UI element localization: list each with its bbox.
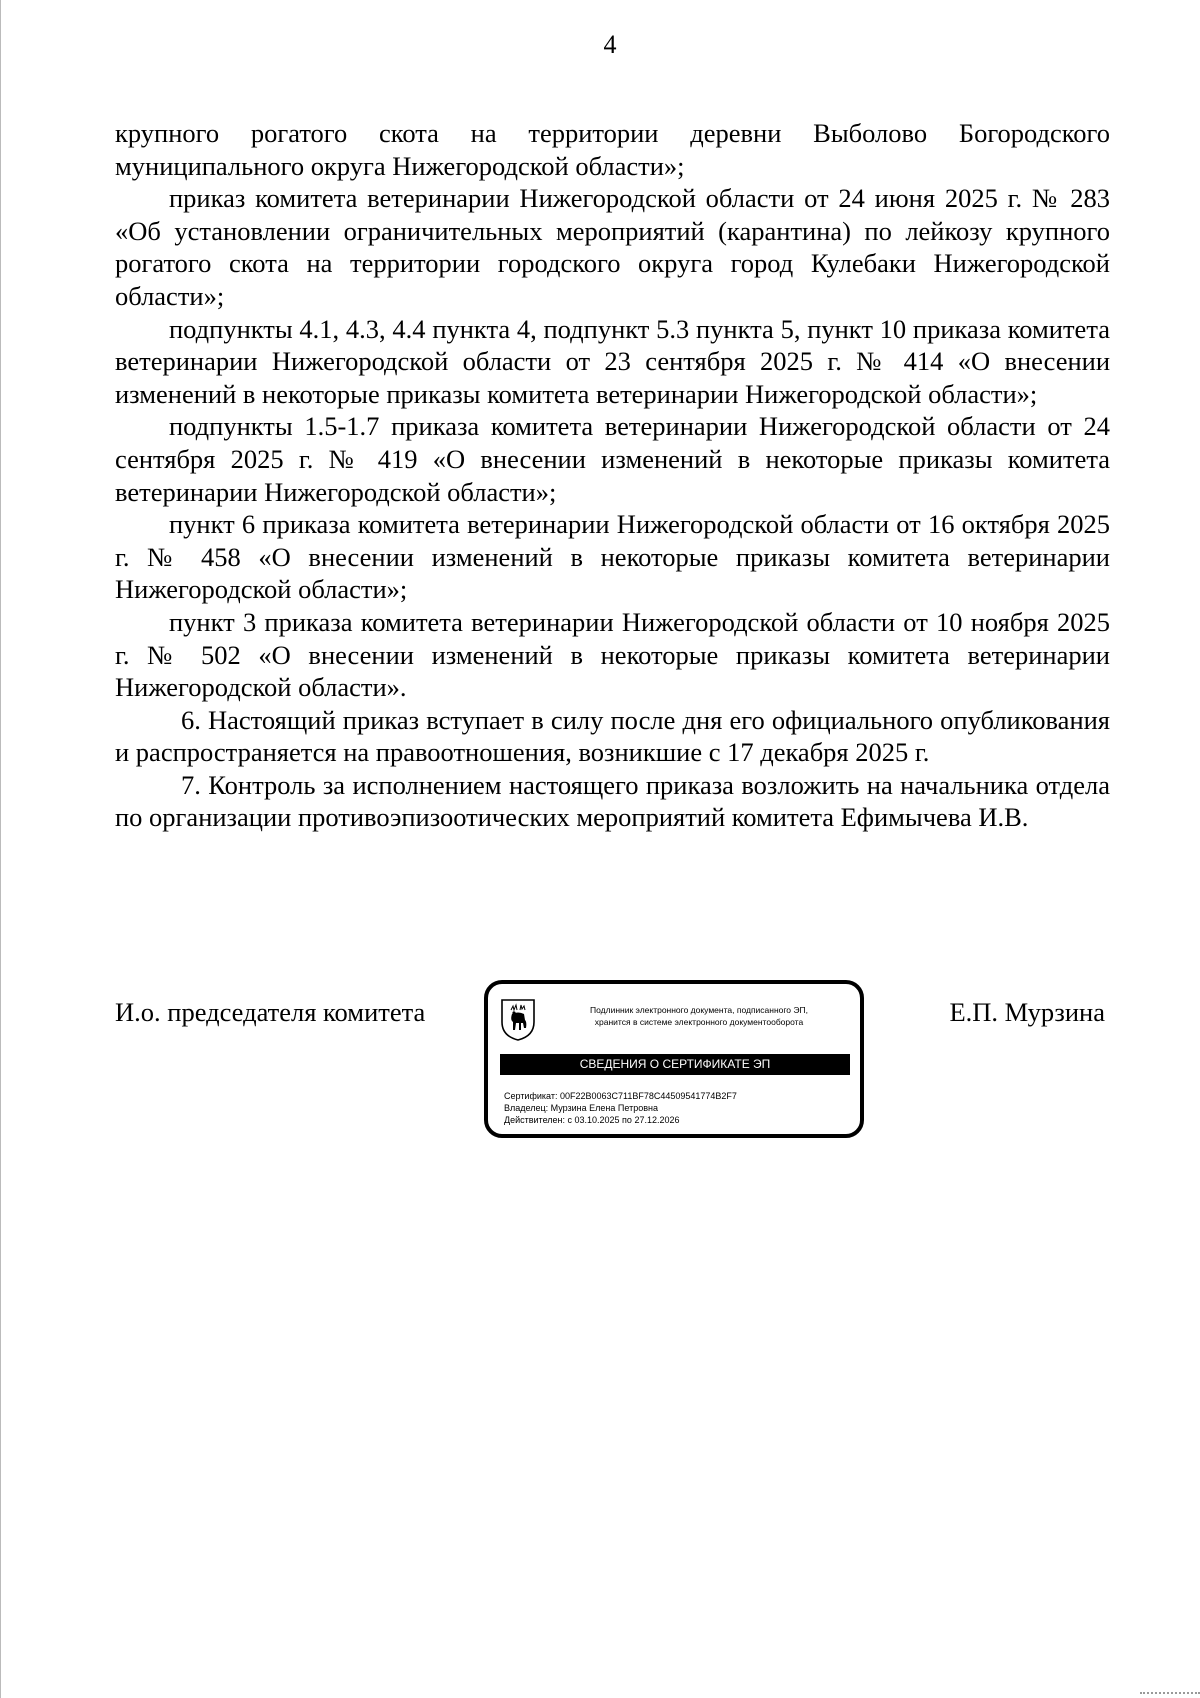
paragraph: подпункты 4.1, 4.3, 4.4 пункта 4, подпункт 5.3 пункта 5, пункт 10 приказа комитета ветеринарии Нижегородской области от 23 сентября 2025 г. № 414 «О внесении изменений в некоторые приказы комитета ветеринарии Нижегородской области»; [115, 313, 1110, 409]
stamp-header-line: Подлинник электронного документа, подписанного ЭП, [590, 1005, 808, 1015]
certificate-validity: Действителен: с 03.10.2025 по 27.12.2026 [504, 1115, 680, 1125]
certificate-number: Сертификат: 00F22B0063C711BF78C44509541774B2F7 [504, 1091, 737, 1101]
certificate-info-bar: СВЕДЕНИЯ О СЕРТИФИКАТЕ ЭП [500, 1054, 850, 1075]
paragraph: пункт 6 приказа комитета ветеринарии Нижегородской области от 16 октября 2025 г. № 458 «О внесении изменений в некоторые приказы комитета ветеринарии Нижегородской области»; [115, 509, 1110, 605]
certificate-owner: Владелец: Мурзина Елена Петровна [504, 1103, 658, 1113]
signatory-title: И.о. председателя комитета [115, 997, 426, 1027]
paragraph: пункт 3 приказа комитета ветеринарии Нижегородской области от 10 ноября 2025 г. № 502 «О внесении изменений в некоторые приказы комитета ветеринарии Нижегородской области». [115, 606, 1110, 703]
stamp-header-line: хранится в системе электронного документооборота [594, 1017, 804, 1027]
scan-artifact [1140, 1692, 1200, 1698]
paragraph-item-6: 6. Настоящий приказ вступает в силу после дня его официального опубликования и распространяется на правоотношения, возникшие с 17 декабря 2025 г. [115, 704, 1110, 768]
scan-edge [0, 0, 1, 1698]
electronic-signature-stamp [484, 980, 864, 1138]
paragraph: крупного рогатого скота на территории деревни Выболово Богородского муниципального округа Нижегородской области»; [115, 118, 1110, 181]
signatory-name: Е.П. Мурзина [949, 997, 1105, 1027]
certificate-details [504, 1090, 737, 1126]
coat-of-arms-icon [500, 998, 536, 1042]
paragraph-item-7: 7. Контроль за исполнением настоящего приказа возложить на начальника отдела по организации противоэпизоотических мероприятий комитета Ефимычева И.В. [115, 769, 1110, 833]
paragraph: подпункты 1.5-1.7 приказа комитета ветеринарии Нижегородской области от 24 сентября 2025 г. № 419 «О внесении изменений в некоторые приказы комитета ветеринарии Нижегородской области»; [115, 411, 1110, 507]
stamp-header [544, 1004, 854, 1028]
paragraph: приказ комитета ветеринарии Нижегородской области от 24 июня 2025 г. № 283 «Об установлении ограничительных мероприятий (карантина) по лейкозу крупного рогатого скота на территории городского округа город Кулебаки Нижегородской области»; [115, 183, 1110, 311]
page-number: 4 [603, 30, 617, 59]
document-body [115, 117, 1110, 834]
